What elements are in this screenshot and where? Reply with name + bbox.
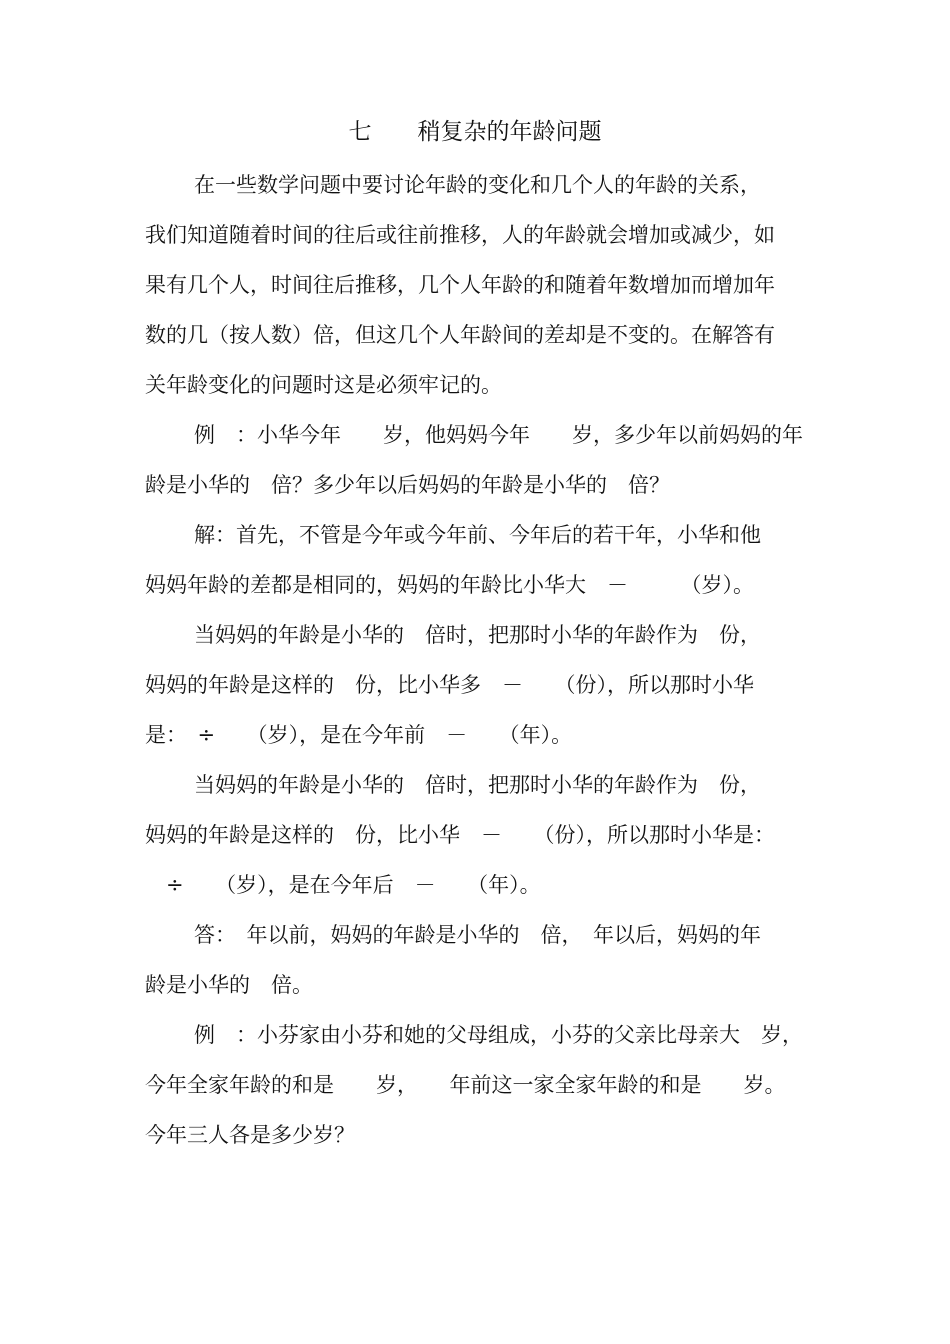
text-line: 我们知道随着时间的往后或往前推移，人的年龄就会增加或减少，如 xyxy=(145,223,775,247)
text-line: 关年龄变化的问题时这是必须牢记的。 xyxy=(145,373,502,397)
text-line: 今年三人各是多少岁？ xyxy=(145,1123,355,1147)
text-line: 当妈妈的年龄是小华的 倍时，把那时小华的年龄作为 份， xyxy=(194,623,761,647)
text-line: 妈妈的年龄是这样的 份，比小华 － （份），所以那时小华是： xyxy=(145,823,775,847)
text-line: 解：首先，不管是今年或今年前、今年后的若干年，小华和他 xyxy=(194,523,761,547)
text-line: 数的几（按人数）倍，但这几个人年龄间的差却是不变的。在解答有 xyxy=(145,323,775,347)
text-line: 例 ：小芬家由小芬和她的父母组成，小芬的父亲比母亲大 岁， xyxy=(194,1023,803,1047)
text-line: ÷ （岁），是在今年后 － （年）。 xyxy=(145,873,541,897)
text-line: 妈妈年龄的差都是相同的，妈妈的年龄比小华大 － （岁）。 xyxy=(145,573,754,597)
text-line: 在一些数学问题中要讨论年龄的变化和几个人的年龄的关系， xyxy=(194,173,761,197)
text-line: 当妈妈的年龄是小华的 倍时，把那时小华的年龄作为 份， xyxy=(194,773,761,797)
text-line: 果有几个人，时间往后推移，几个人年龄的和随着年数增加而增加年 xyxy=(145,273,775,297)
text-line: 龄是小华的 倍？多少年以后妈妈的年龄是小华的 倍？ xyxy=(145,473,670,497)
text-line: 龄是小华的 倍。 xyxy=(145,973,313,997)
text-line: 例 ：小华今年 岁，他妈妈今年 岁，多少年以前妈妈的年 xyxy=(194,423,803,447)
text-line: 是： ÷ （岁），是在今年前 － （年）。 xyxy=(145,723,573,747)
text-line: 妈妈的年龄是这样的 份，比小华多 － （份），所以那时小华 xyxy=(145,673,754,697)
text-line: 答： 年以前，妈妈的年龄是小华的 倍， 年以后，妈妈的年 xyxy=(194,923,761,947)
text-line: 今年全家年龄的和是 岁， 年前这一家全家年龄的和是 岁。 xyxy=(145,1073,786,1097)
page-title: 七 稍复杂的年龄问题 xyxy=(348,119,602,145)
